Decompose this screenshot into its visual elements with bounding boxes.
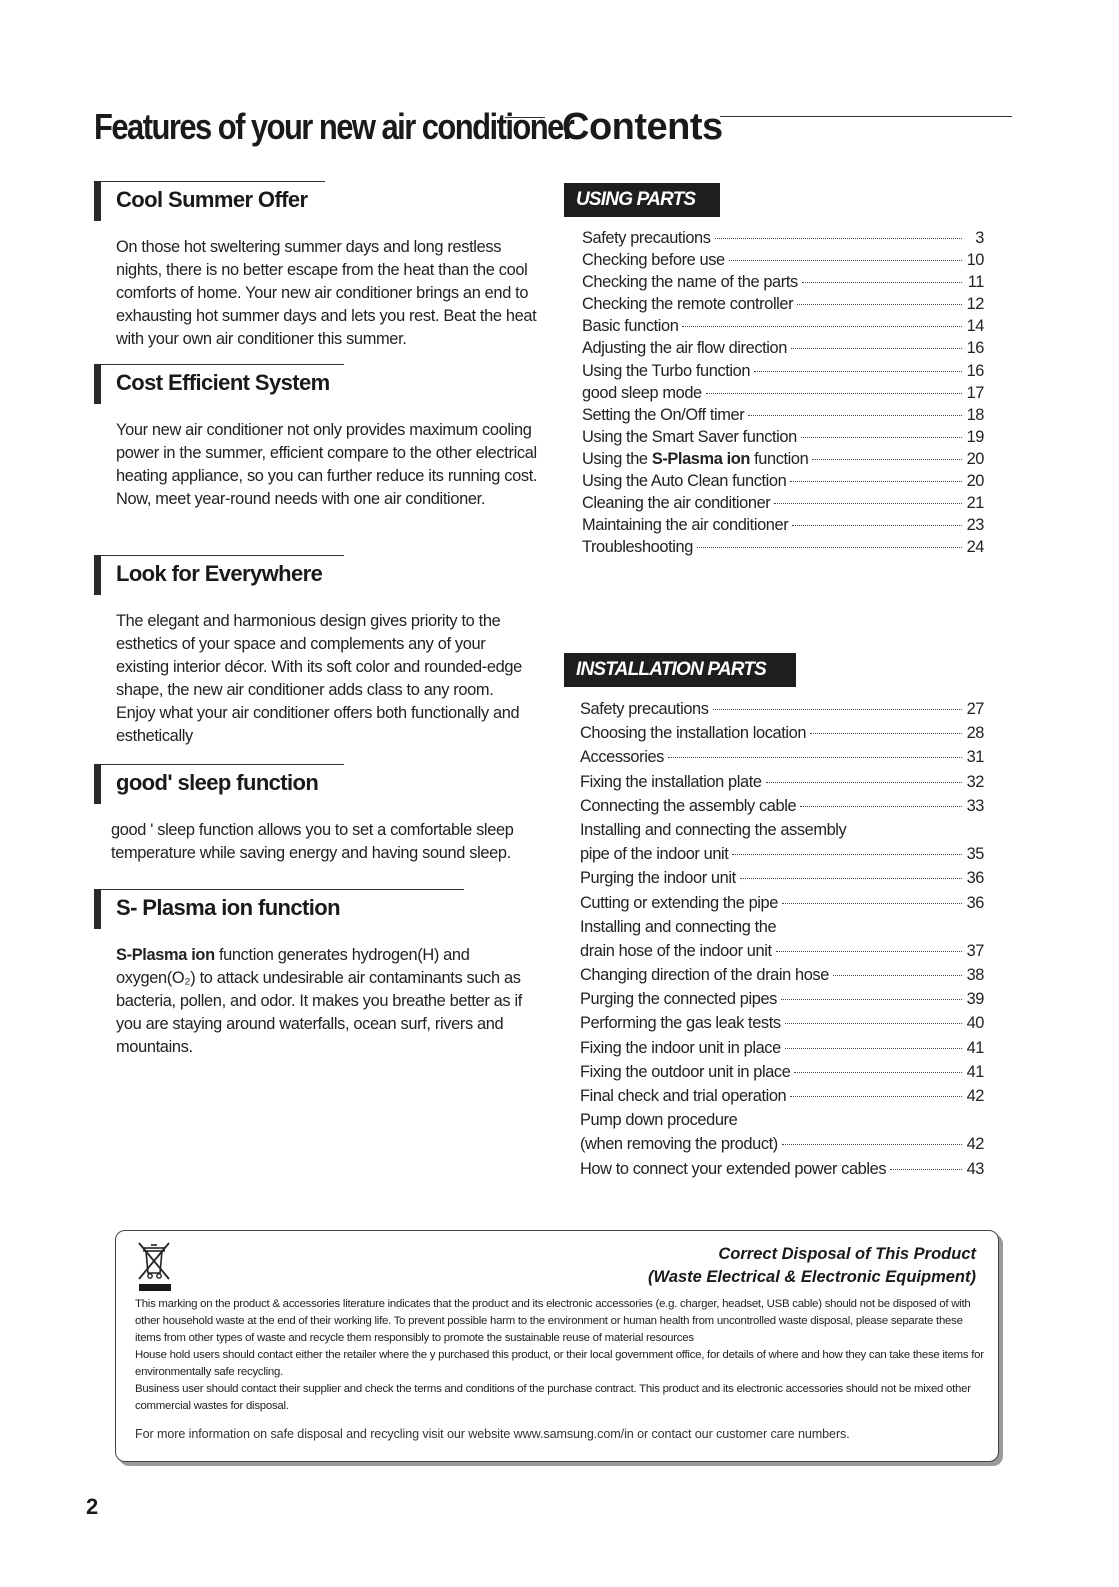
toc-leader-dots bbox=[748, 415, 962, 416]
toc-leader-dots bbox=[810, 733, 962, 734]
toc-page-number: 31 bbox=[966, 748, 984, 767]
toc-entry bbox=[582, 538, 984, 560]
disposal-title bbox=[648, 1243, 976, 1289]
toc-entry-title: Checking the remote controller bbox=[582, 295, 794, 314]
toc-entry-title-bold: S-Plasma ion bbox=[651, 449, 750, 468]
toc-entry bbox=[580, 1039, 984, 1063]
toc-page-number: 35 bbox=[966, 845, 984, 864]
toc-entry bbox=[582, 229, 984, 251]
toc-page-number: 40 bbox=[966, 1014, 984, 1033]
toc-entry-title: Installing and connecting the bbox=[580, 917, 777, 936]
toc-leader-dots bbox=[697, 547, 962, 548]
toc-leader-dots bbox=[766, 782, 962, 783]
toc-entry bbox=[582, 472, 984, 494]
toc-entry-title: Fixing the outdoor unit in place bbox=[580, 1062, 791, 1081]
toc-leader-dots bbox=[668, 757, 962, 758]
toc-leader-dots bbox=[740, 878, 962, 879]
toc-page-number: 20 bbox=[966, 449, 984, 468]
toc-leader-dots bbox=[785, 1048, 962, 1049]
s-plasma-ion-term: S-Plasma ion bbox=[116, 946, 215, 964]
feature-good-sleep-function bbox=[94, 764, 544, 865]
feature-heading bbox=[94, 889, 544, 929]
toc-entry-title: Fixing the indoor unit in place bbox=[580, 1038, 781, 1057]
disposal-text bbox=[135, 1296, 985, 1415]
toc-leader-dots bbox=[754, 371, 962, 372]
toc-entry bbox=[580, 748, 984, 772]
toc-entry-title-part: Using the bbox=[582, 449, 652, 468]
toc-using-parts bbox=[582, 229, 984, 560]
toc-entry-title: Troubleshooting bbox=[582, 538, 693, 557]
toc-leader-dots bbox=[800, 806, 962, 807]
heading-rule bbox=[101, 764, 344, 765]
toc-page-number: 33 bbox=[966, 796, 984, 815]
toc-entry bbox=[582, 494, 984, 516]
toc-entry bbox=[580, 894, 984, 918]
toc-entry-title: Setting the On/Off timer bbox=[582, 405, 745, 424]
toc-entry-title: Final check and trial operation bbox=[580, 1087, 787, 1105]
feature-heading-label: Cost Efficient System bbox=[116, 370, 330, 395]
toc-leader-dots bbox=[785, 1023, 962, 1024]
toc-page-number: 32 bbox=[966, 772, 984, 791]
toc-entry bbox=[582, 516, 984, 538]
toc-page-number: 23 bbox=[966, 516, 984, 535]
toc-leader-dots bbox=[774, 503, 962, 504]
toc-leader-dots bbox=[794, 1072, 962, 1073]
toc-entry bbox=[580, 797, 984, 821]
toc-entry-title: Fixing the installation plate bbox=[580, 772, 762, 791]
toc-leader-dots bbox=[682, 326, 962, 327]
disposal-title-line-1: Correct Disposal of This Product bbox=[718, 1245, 976, 1263]
feature-body bbox=[116, 944, 541, 1059]
toc-page-number: 12 bbox=[966, 295, 984, 314]
toc-entry bbox=[582, 273, 984, 295]
toc-leader-dots bbox=[797, 304, 962, 305]
toc-page-number: 36 bbox=[966, 893, 984, 912]
feature-body: On those hot sweltering summer days and long restless nights, there is no better escape from the heat than the cool comforts of home. Your new air conditioner brings an end to exhausting hot summer days and lets you rest. Beat the heat with your own air conditioner this summer. bbox=[116, 238, 537, 348]
disposal-more-info: For more information on safe disposal and recycling visit our website www.samsung.com/in or contact our customer care numbers. bbox=[135, 1427, 850, 1441]
toc-entry bbox=[582, 384, 984, 406]
feature-heading-label: Cool Summer Offer bbox=[116, 187, 308, 212]
toc-page-number: 37 bbox=[966, 941, 984, 960]
toc-entry bbox=[582, 362, 984, 384]
weee-crossed-bin-icon bbox=[136, 1239, 174, 1291]
toc-entry-title: Cleaning the air conditioner bbox=[582, 494, 771, 513]
installation-parts-badge: INSTALLATION PARTS bbox=[564, 653, 796, 687]
toc-leader-dots bbox=[812, 459, 962, 460]
heading-bar bbox=[94, 764, 101, 804]
feature-body: The elegant and harmonious design gives priority to the esthetics of your space and complements any of your existing interior décor. With its soft color and rounded-edge shape, the new air conditioner adds class to any room. Enjoy what your air conditioner offers both functionally and esthetically bbox=[116, 612, 522, 745]
toc-entry-title: Using the Auto Clean function bbox=[582, 472, 787, 491]
toc-entry-title: Basic function bbox=[582, 317, 679, 336]
toc-leader-dots bbox=[792, 525, 962, 526]
toc-leader-dots bbox=[801, 437, 962, 438]
toc-entry-title: pipe of the indoor unit bbox=[580, 845, 729, 864]
feature-body-text: function generates hydrogen(H) and oxygen(O₂) to attack undesirable air contaminants such as bacteria, pollen, and odor. It makes you breathe better as if you are staying around waterfalls, ocean surf, rivers and mountains. bbox=[116, 946, 522, 1056]
toc-leader-dots bbox=[706, 393, 962, 394]
toc-entry-title: drain hose of the indoor unit bbox=[580, 941, 772, 960]
feature-heading bbox=[94, 364, 544, 404]
toc-page-number: 21 bbox=[966, 494, 984, 513]
toc-entry bbox=[580, 845, 984, 869]
toc-page-number: 19 bbox=[966, 427, 984, 446]
feature-body: good ' sleep function allows you to set a comfortable sleep temperature while saving energy and having sound sleep. bbox=[111, 821, 514, 862]
toc-entry-title: Using the Turbo function bbox=[582, 361, 751, 380]
toc-entry-title bbox=[582, 450, 808, 469]
toc-page-number: 16 bbox=[966, 339, 984, 358]
toc-entry bbox=[580, 942, 984, 966]
toc-entry-title: Purging the indoor unit bbox=[580, 869, 736, 888]
toc-leader-dots bbox=[781, 999, 962, 1000]
feature-cool-summer-offer bbox=[94, 181, 544, 351]
toc-page-number: 43 bbox=[966, 1159, 984, 1178]
toc-page-number: 36 bbox=[966, 869, 984, 888]
toc-entry bbox=[580, 1063, 984, 1087]
toc-entry bbox=[580, 966, 984, 990]
toc-entry-title: good sleep mode bbox=[582, 383, 702, 402]
toc-entry bbox=[582, 295, 984, 317]
toc-entry-title: Pump down procedure bbox=[580, 1111, 738, 1130]
toc-entry bbox=[580, 700, 984, 724]
toc-entry-title: Performing the gas leak tests bbox=[580, 1014, 781, 1033]
feature-look-for-everywhere bbox=[94, 555, 544, 748]
toc-entry-title: Cutting or extending the pipe bbox=[580, 893, 778, 912]
toc-entry-title: Installing and connecting the assembly bbox=[580, 820, 847, 839]
toc-page-number: 24 bbox=[966, 538, 984, 557]
disposal-paragraph: Business user should contact their supplier and check the terms and conditions of the purchase contract. This product and its electronic accessories should not be mixed other commercial wastes for disposal. bbox=[135, 1383, 971, 1412]
toc-leader-dots bbox=[791, 348, 962, 349]
toc-entry-title: Checking the name of the parts bbox=[582, 273, 798, 292]
toc-entry-title: Accessories bbox=[580, 748, 664, 767]
toc-entry bbox=[582, 428, 984, 450]
feature-body: Your new air conditioner not only provides maximum cooling power in the summer, efficient compare to the other electrical heating appliance, so you can further reduce its running cost. Now, meet year-round needs with one air conditioner. bbox=[116, 421, 538, 508]
toc-page-number: 17 bbox=[966, 383, 984, 402]
heading-bar bbox=[94, 181, 101, 221]
feature-heading-label: S- Plasma ion function bbox=[116, 895, 340, 920]
disposal-paragraph: House hold users should contact either the retailer where the y purchased this product, or their local government office, for details of where and how they can take these items for environmentally safe recycling. bbox=[135, 1349, 984, 1378]
toc-entry-title: Connecting the assembly cable bbox=[580, 796, 797, 815]
toc-leader-dots bbox=[776, 951, 962, 952]
toc-leader-dots bbox=[782, 903, 962, 904]
toc-entry-title: Choosing the installation location bbox=[580, 724, 807, 743]
toc-page-number: 18 bbox=[966, 405, 984, 424]
toc-entry bbox=[580, 918, 984, 942]
toc-page-number: 42 bbox=[966, 1087, 984, 1105]
toc-page-number: 16 bbox=[966, 361, 984, 380]
heading-rule bbox=[101, 364, 344, 365]
toc-entry bbox=[580, 869, 984, 893]
toc-entry bbox=[580, 1160, 984, 1184]
contents-title-rule bbox=[720, 116, 1012, 117]
toc-page-number: 38 bbox=[966, 966, 984, 985]
toc-page-number: 27 bbox=[966, 700, 984, 718]
toc-entry-title: Maintaining the air conditioner bbox=[582, 516, 789, 535]
toc-leader-dots bbox=[713, 709, 962, 710]
toc-page-number: 20 bbox=[966, 472, 984, 491]
feature-heading bbox=[94, 555, 544, 595]
toc-page-number: 11 bbox=[967, 273, 984, 292]
toc-leader-dots bbox=[729, 260, 962, 261]
toc-page-number: 3 bbox=[975, 229, 984, 247]
toc-page-number: 10 bbox=[966, 251, 984, 270]
toc-entry-title-part: function bbox=[749, 449, 809, 468]
toc-entry bbox=[582, 317, 984, 339]
heading-rule bbox=[101, 889, 464, 890]
toc-page-number: 14 bbox=[966, 317, 984, 336]
contents-title: Contents bbox=[562, 106, 723, 148]
toc-entry bbox=[580, 1014, 984, 1038]
toc-entry-title: Using the Smart Saver function bbox=[582, 427, 797, 446]
features-title: Features of your new air conditioner bbox=[94, 106, 574, 147]
feature-heading bbox=[94, 764, 544, 804]
disposal-paragraph: This marking on the product & accessories literature indicates that the product and its electronic accessories (e.g. charger, headset, USB cable) should not be disposed of with other household waste at the end of their working life. To prevent possible harm to the environment or human health from uncontrolled waste disposal, please separate these items from other types of waste and recycle them responsibly to promote the sustainable reuse of material resources bbox=[135, 1298, 971, 1344]
toc-entry bbox=[582, 251, 984, 273]
feature-s-plasma-ion-function bbox=[94, 889, 544, 1059]
toc-leader-dots bbox=[790, 1096, 962, 1097]
toc-entry bbox=[582, 406, 984, 428]
toc-leader-dots bbox=[833, 975, 962, 976]
toc-entry-title: Purging the connected pipes bbox=[580, 990, 777, 1009]
using-parts-badge: USING PARTS bbox=[564, 183, 720, 217]
toc-page-number: 42 bbox=[966, 1135, 984, 1154]
toc-page-number: 41 bbox=[966, 1038, 984, 1057]
toc-entry-title: Changing direction of the drain hose bbox=[580, 966, 829, 985]
toc-installation-parts bbox=[580, 700, 984, 1184]
feature-heading-label: good' sleep function bbox=[116, 770, 319, 795]
toc-leader-dots bbox=[715, 238, 962, 239]
toc-entry bbox=[582, 450, 984, 472]
toc-page-number: 39 bbox=[966, 990, 984, 1009]
toc-entry-title: Safety precautions bbox=[582, 229, 711, 247]
toc-entry bbox=[580, 724, 984, 748]
weee-disposal-notice bbox=[115, 1230, 999, 1462]
heading-rule bbox=[101, 555, 344, 556]
toc-page-number: 41 bbox=[966, 1062, 984, 1081]
toc-leader-dots bbox=[782, 1144, 962, 1145]
feature-cost-efficient-system bbox=[94, 364, 544, 511]
toc-entry-title: Safety precautions bbox=[580, 700, 709, 718]
toc-leader-dots bbox=[890, 1169, 962, 1170]
toc-entry-title: (when removing the product) bbox=[580, 1135, 778, 1154]
toc-leader-dots bbox=[802, 282, 962, 283]
feature-heading bbox=[94, 181, 544, 221]
toc-leader-dots bbox=[790, 481, 962, 482]
toc-entry-title: Adjusting the air flow direction bbox=[582, 339, 787, 358]
features-title-rule bbox=[505, 117, 545, 118]
toc-entry bbox=[582, 339, 984, 361]
toc-entry bbox=[580, 1111, 984, 1135]
toc-entry-title: How to connect your extended power cables bbox=[580, 1159, 887, 1178]
toc-entry bbox=[580, 1135, 984, 1159]
heading-bar bbox=[94, 889, 101, 929]
heading-rule bbox=[101, 181, 325, 182]
disposal-title-line-2: (Waste Electrical & Electronic Equipment) bbox=[648, 1268, 976, 1286]
page-number: 2 bbox=[86, 1494, 99, 1519]
toc-page-number: 28 bbox=[966, 724, 984, 743]
feature-heading-label: Look for Everywhere bbox=[116, 561, 323, 586]
toc-entry-title: Checking before use bbox=[582, 251, 725, 270]
toc-entry bbox=[580, 990, 984, 1014]
toc-entry bbox=[580, 773, 984, 797]
toc-entry bbox=[580, 1087, 984, 1111]
toc-entry bbox=[580, 821, 984, 845]
toc-leader-dots bbox=[732, 854, 962, 855]
heading-bar bbox=[94, 364, 101, 404]
heading-bar bbox=[94, 555, 101, 595]
